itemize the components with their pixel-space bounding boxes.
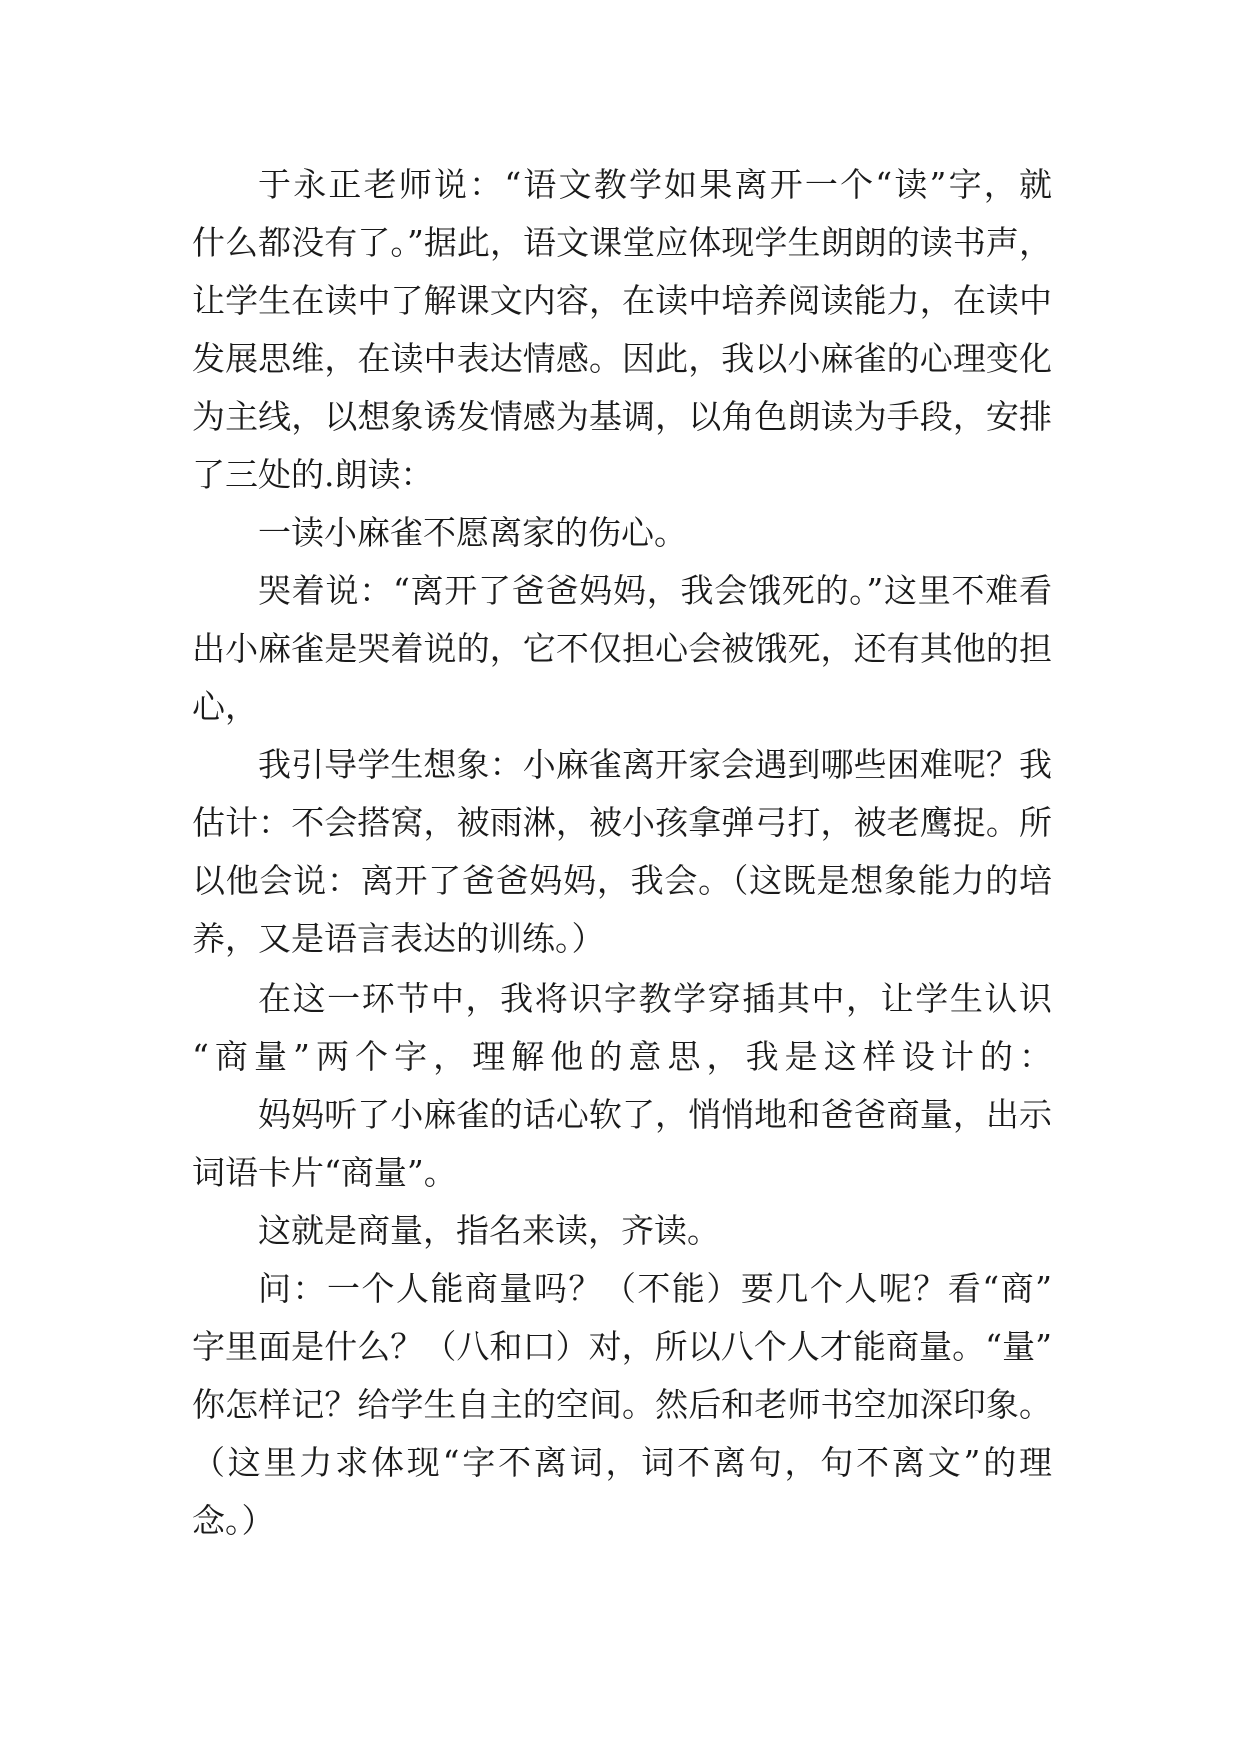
text-line: 妈妈听了小麻雀的话心软了，悄悄地和爸爸商量，出示 [258, 1095, 1052, 1134]
text-line: 出小麻雀是哭着说的，它不仅担心会被饿死，还有其他的担 [192, 629, 1052, 668]
text-line: “商量”两个字，理解他的意思，我是这样设计的： [192, 1037, 1052, 1076]
text-line: 心， [192, 687, 258, 726]
text-line: 在这一环节中，我将识字教学穿插其中，让学生认识 [258, 979, 1052, 1018]
text-line: 字里面是什么？（八和口）对，所以八个人才能商量。“量” [192, 1327, 1052, 1366]
text-line: 了三处的.朗读： [192, 455, 434, 494]
text-line: 以他会说：离开了爸爸妈妈，我会。（这既是想象能力的培 [192, 861, 1052, 900]
text-line: 为主线，以想象诱发情感为基调，以角色朗读为手段，安排 [192, 397, 1052, 436]
text-line: （这里力求体现“字不离词，词不离句，句不离文”的理 [192, 1443, 1052, 1482]
text-line: 哭着说：“离开了爸爸妈妈，我会饿死的。”这里不难看 [258, 571, 1052, 610]
text-line: 念。） [192, 1501, 275, 1540]
text-line: 发展思维，在读中表达情感。因此，我以小麻雀的心理变化 [192, 339, 1052, 378]
text-line: 一读小麻雀不愿离家的伤心。 [258, 513, 687, 552]
text-line: 问：一个人能商量吗？（不能）要几个人呢？看“商” [258, 1269, 1052, 1308]
text-line: 你怎样记？给学生自主的空间。然后和老师书空加深印象。 [192, 1385, 1052, 1424]
text-line: 这就是商量，指名来读，齐读。 [258, 1211, 720, 1250]
text-line: 我引导学生想象：小麻雀离开家会遇到哪些困难呢？我 [258, 745, 1052, 784]
text-line: 什么都没有了。”据此，语文课堂应体现学生朗朗的读书声， [192, 223, 1052, 262]
text-line: 养，又是语言表达的训练。） [192, 919, 605, 958]
text-line: 估计：不会搭窝，被雨淋，被小孩拿弹弓打，被老鹰捉。所 [192, 803, 1052, 842]
text-line: 于永正老师说：“语文教学如果离开一个“读”字，就 [258, 165, 1052, 204]
text-line: 词语卡片“商量”。 [192, 1153, 457, 1192]
text-line: 让学生在读中了解课文内容，在读中培养阅读能力，在读中 [192, 281, 1052, 320]
